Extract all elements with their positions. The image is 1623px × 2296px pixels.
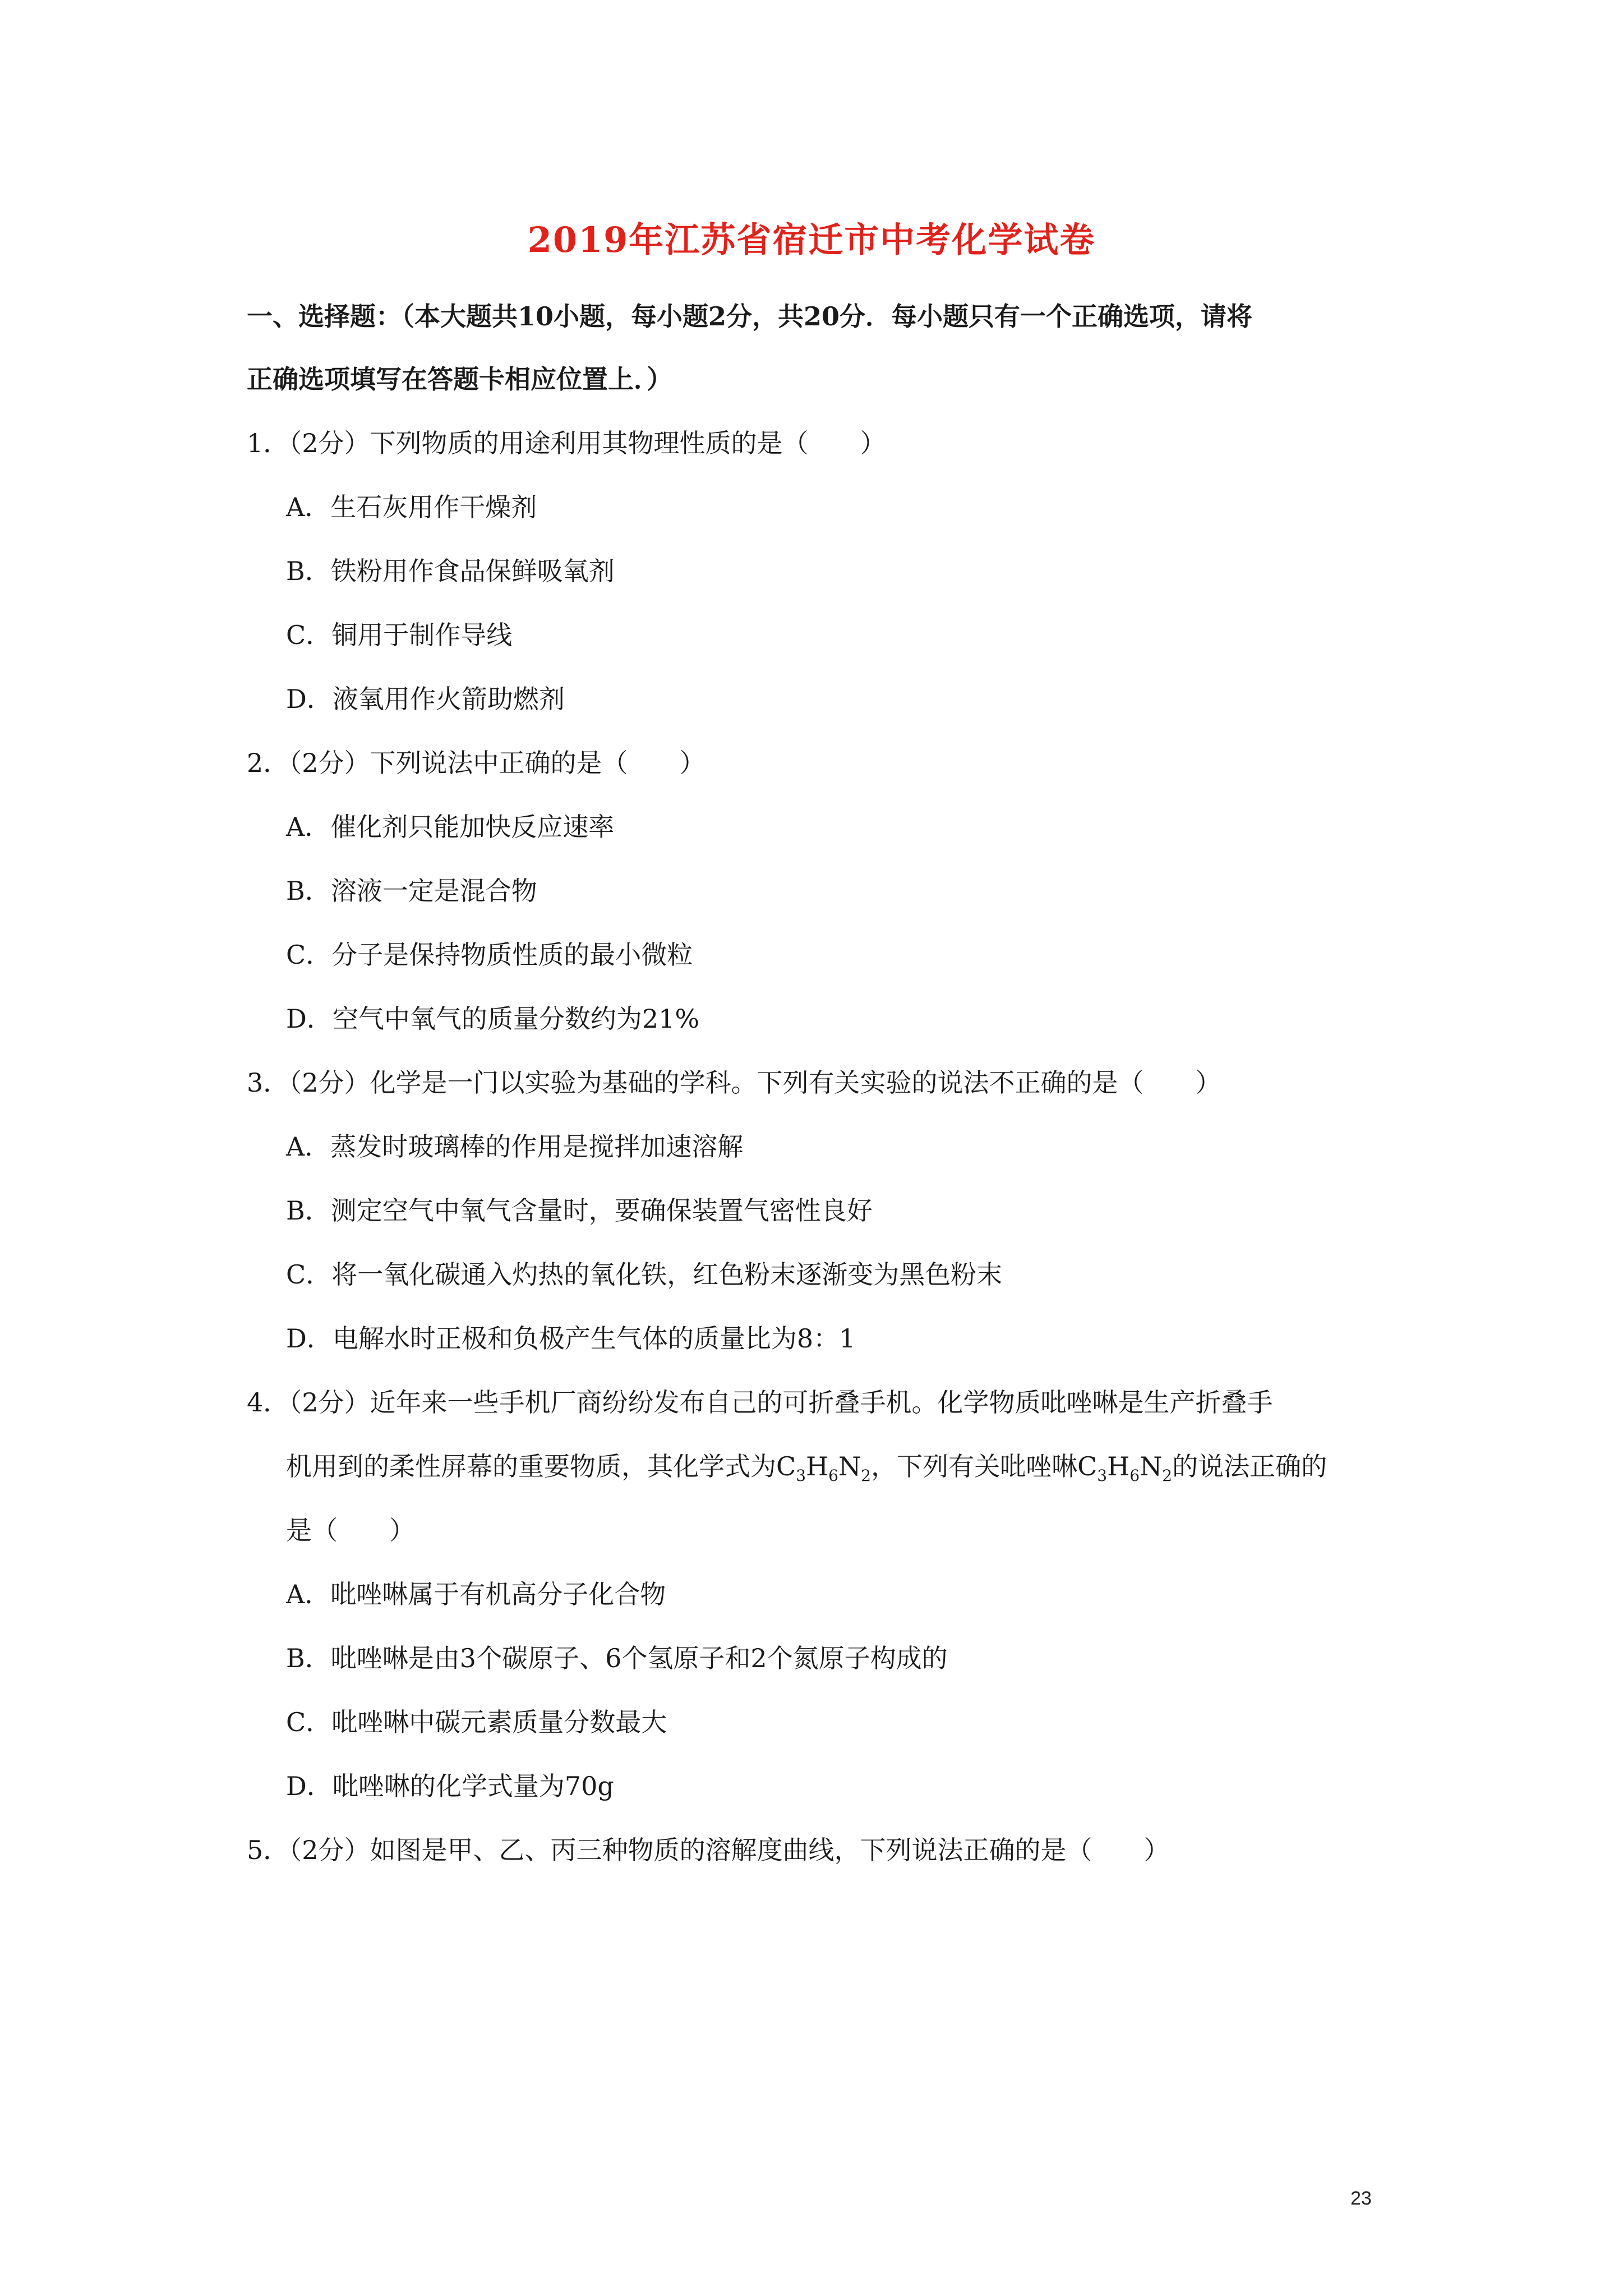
chemical-formula: $C_3H_6N_2$ [1077, 1451, 1173, 1485]
question-4-option-a: A．吡唑啉属于有机高分子化合物 [286, 1579, 666, 1609]
question-3-option-a: A．蒸发时玻璃棒的作用是搅拌加速溶解 [286, 1131, 744, 1162]
question-1-option-d: D．液氧用作火箭助燃剂 [286, 684, 565, 714]
question-1-option-b: B．铁粉用作食品保鲜吸氧剂 [286, 556, 615, 586]
question-3-option-c: C．将一氧化碳通入灼热的氧化铁，红色粉末逐渐变为黑色粉末 [286, 1259, 1003, 1290]
question-2-option-a: A．催化剂只能加快反应速率 [286, 812, 615, 842]
question-2-option-c: C．分子是保持物质性质的最小微粒 [286, 940, 693, 970]
section-heading-line-1: 一、选择题：（本大题共10小题，每小题2分，共20分．每小题只有一个正确选项，请将 [247, 301, 1253, 332]
question-3-option-d: D．电解水时正极和负极产生气体的质量比为8：1 [286, 1323, 856, 1354]
question-4-option-b: B．吡唑啉是由3个碳原子、6个氢原子和2个氮原子构成的 [286, 1643, 948, 1673]
question-4-stem-line-2: 机用到的柔性屏幕的重要物质，其化学式为$C_3H_6N_2$，下列有关吡唑啉$C_3H_6N_2$的说法正确的 [286, 1451, 1327, 1485]
question-4-option-c: C．吡唑啉中碳元素质量分数最大 [286, 1707, 667, 1737]
question-1-option-a: A．生石灰用作干燥剂 [286, 492, 537, 522]
question-4-stem-line-1: 4．（2分）近年来一些手机厂商纷纷发布自己的可折叠手机。化学物质吡唑啉是生产折叠手 [247, 1387, 1273, 1418]
exam-title: 2019年江苏省宿迁市中考化学试卷 [527, 219, 1096, 260]
question-4-option-d: D．吡唑啉的化学式量为70g [286, 1771, 614, 1801]
question-3-stem: 3．（2分）化学是一门以实验为基础的学科。下列有关实验的说法不正确的是（ ） [247, 1068, 1221, 1098]
section-heading-line-2: 正确选项填写在答题卡相应位置上．） [247, 364, 672, 394]
question-2-stem: 2．（2分）下列说法中正确的是（ ） [247, 748, 706, 778]
question-2-option-d: D．空气中氧气的质量分数约为21% [286, 1004, 700, 1034]
page-number: 23 [1350, 2188, 1372, 2209]
question-5-stem: 5．（2分）如图是甲、乙、丙三种物质的溶解度曲线，下列说法正确的是（ ） [247, 1835, 1170, 1865]
question-1-stem: 1．（2分）下列物质的用途利用其物理性质的是（ ） [247, 428, 886, 458]
question-1-option-c: C．铜用于制作导线 [286, 620, 513, 650]
question-3-option-b: B．测定空气中氧气含量时，要确保装置气密性良好 [286, 1195, 873, 1226]
question-2-option-b: B．溶液一定是混合物 [286, 876, 537, 906]
chemical-formula: $C_3H_6N_2$ [776, 1451, 872, 1485]
question-4-stem-line-3: 是（ ） [286, 1515, 415, 1545]
